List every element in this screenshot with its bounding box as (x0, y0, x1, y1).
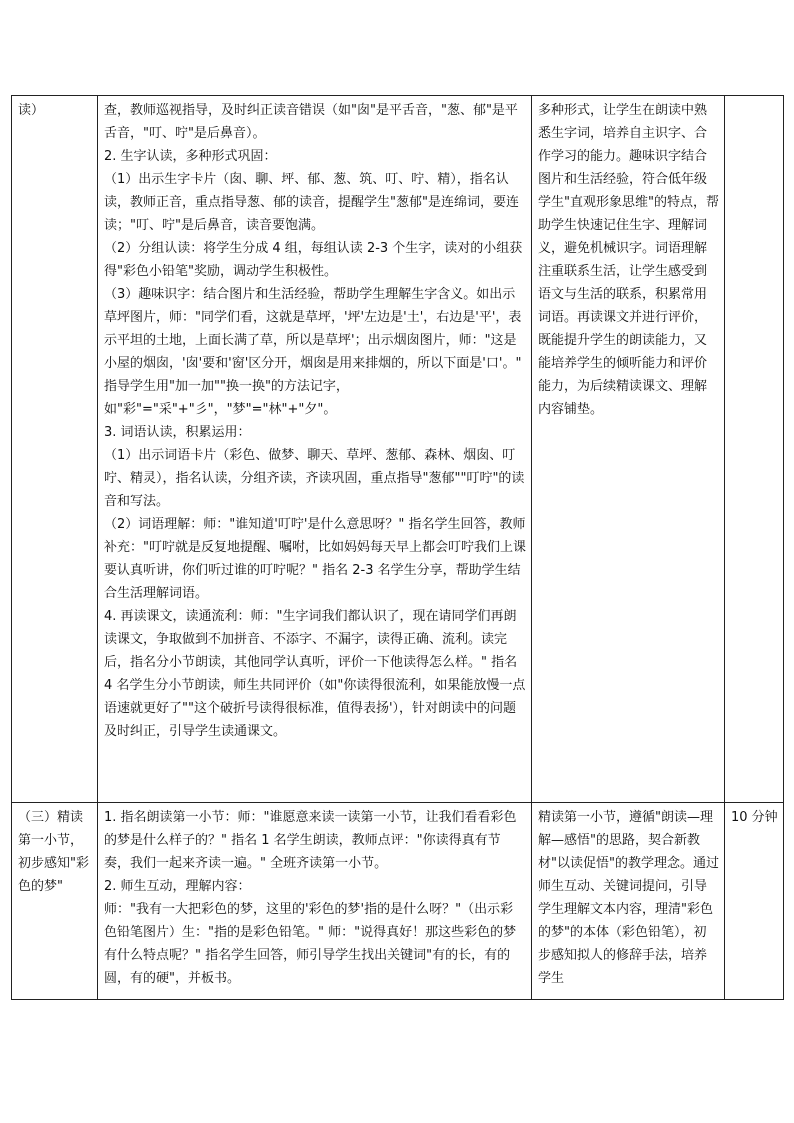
activity-paragraph: （1）出示词语卡片（彩色、做梦、聊天、草坪、葱郁、森林、烟囱、叮咛、精灵），指名认读，分组齐读，齐读巩固，重点指导"葱郁""叮咛"的读音和写法。 (104, 448, 525, 509)
table-row (12, 803, 784, 1000)
intent-text: 多种形式，让学生在朗读中熟悉生字词，培养自主识字、合作学习的能力。趣味识字结合图片和生活经验，符合低年级学生"直观形象思维"的特点，帮助学生快速记住生字、理解词义，避免机械识字。词语理解注重联系生活，让学生感受到语文与生活的联系，积累常用词语。再读课文并进行评价，既能提升学生的朗读能力，又能培养学生的倾听能力和评价能力，为后续精读课文、理解内容铺垫。 (538, 103, 719, 417)
activity-paragraph: （2）分组认读：将学生分成 4 组，每组认读 2-3 个生字，读对的小组获得"彩色小铅笔"奖励，调动学生积极性。 (104, 241, 523, 279)
activity-cell (98, 96, 532, 803)
time-cell (725, 96, 784, 803)
activity-paragraph: 2. 师生互动，理解内容： (104, 879, 251, 894)
activity-paragraph: 4. 再读课文，读通流利：师："生字词我们都认识了，现在请同学们再朗读课文，争取做到不加拼音、不添字、不漏字，读得正确、流利。读完后，指名分小节朗读，其他同学认真听，评价一下他读得怎么样。" 指名 4 名学生分小节朗读，师生共同评价（如"你读得很流利，如果能放慢一点语速就更好了""这个破折号读得很标准，值得表扬'），针对朗读中的问题及时纠正，引导学生读通课文。 (104, 609, 526, 739)
intent-text: 精读第一小节，遵循"朗读—理解—感悟"的思路，契合新教材"以读促悟"的教学理念。通过师生互动、关键词提问，引导学生理解文本内容，理清"彩色的梦"的本体（彩色铅笔），初步感知拟人的修辞手法，培养学生 (538, 810, 719, 986)
activity-paragraph: 师："我有一大把彩色的梦，这里的'彩色的梦'指的是什么呀？"（出示彩色铅笔图片）生："指的是彩色铅笔。" 师："说得真好！那这些彩色的梦有什么特点呢？" 指名学生回答，师引导学生找出关键词"有的长，有的圆，有的硬"，并板书。 (104, 902, 517, 986)
time-text: 10 分钟 (731, 810, 778, 825)
stage-text: 读） (18, 103, 45, 118)
activity-paragraph: 2. 生字认读，多种形式巩固： (104, 149, 277, 164)
activity-paragraph: 3. 词语认读，积累运用： (104, 425, 251, 440)
intent-cell (532, 96, 725, 803)
activity-paragraph: （2）词语理解：师："谁知道'叮咛'是什么意思呀？" 指名学生回答，教师补充："叮咛就是反复地提醒、嘱咐，比如妈妈每天早上都会叮咛我们上课要认真听讲，你们听过谁的叮咛呢？" 指名 2-3 名学生分享，帮助学生结合生活理解词语。 (104, 517, 526, 601)
stage-cell (12, 803, 98, 1000)
intent-cell (532, 803, 725, 1000)
time-cell (725, 803, 784, 1000)
activity-paragraph: 查，教师巡视指导，及时纠正读音错误（如"囱"是平舌音，"葱、郁"是平舌音，"叮、咛"是后鼻音）。 (104, 103, 518, 141)
activity-cell (98, 803, 532, 1000)
table-row (12, 96, 784, 803)
activity-paragraph: （3）趣味识字：结合图片和生活经验，帮助学生理解生字含义。如出示草坪图片，师："同学们看，这就是草坪，'坪'左边是'土'，右边是'平'，表示平坦的土地，上面长满了草，所以是草坪'；出示烟囱图片，师："这是小屋的烟囱，'囱'要和'窗'区分开，烟囱是用来排烟的，所以下面是'口'。" 指导学生用"加一加""换一换"的方法记字，如"彩"="采"+"彡"，"梦"="林"+"夕"。 (104, 287, 522, 417)
stage-text: （三）精读第一小节，初步感知"彩色的梦" (18, 810, 89, 894)
stage-cell (12, 96, 98, 803)
lesson-plan-table (11, 95, 784, 1000)
activity-paragraph: （1）出示生字卡片（囱、聊、坪、郁、葱、筑、叮、咛、精），指名认读，教师正音，重点指导葱、郁的读音，提醒学生"葱郁"是连绵词，要连读；"叮、咛"是后鼻音，读音要饱满。 (104, 172, 519, 233)
activity-paragraph: 1. 指名朗读第一小节：师："谁愿意来读一读第一小节，让我们看看彩色的梦是什么样子的？" 指名 1 名学生朗读，教师点评："你读得真有节奏，我们一起来齐读一遍。" 全班齐读第一小节。 (104, 810, 517, 871)
